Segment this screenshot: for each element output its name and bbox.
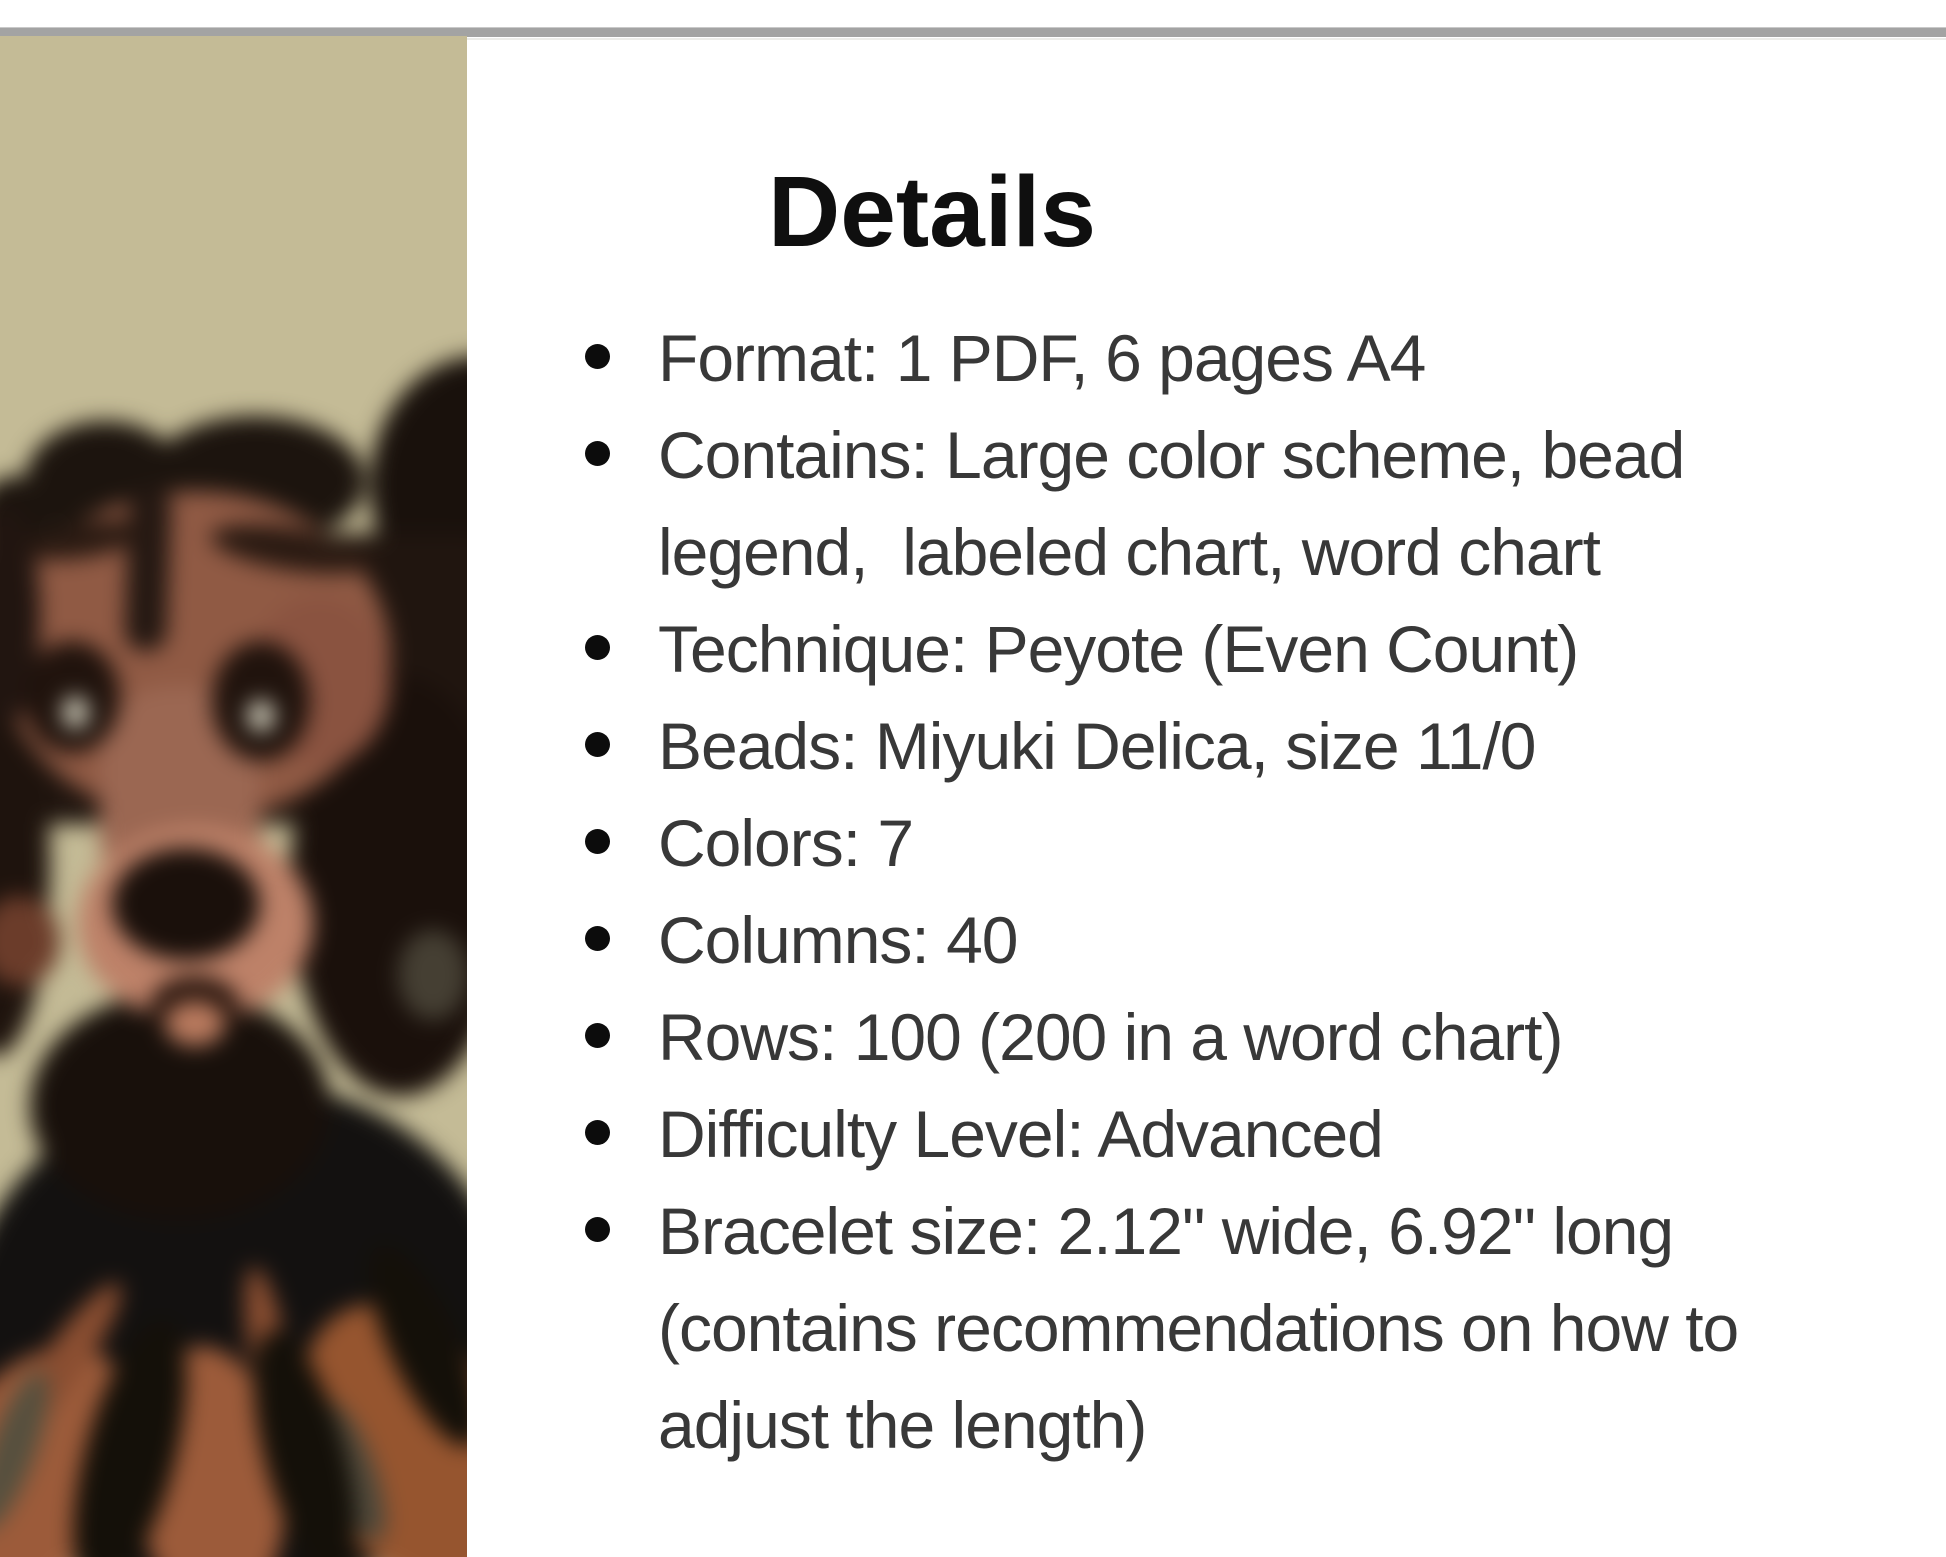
bear-pupil-left: [62, 696, 89, 729]
detail-item-bracelet-size: [658, 1183, 1928, 1474]
detail-item-contains: [658, 407, 1928, 601]
bear-mouth: [165, 1001, 225, 1046]
bear-forehead-stripe: [124, 485, 172, 651]
detail-line: Colors: 7: [658, 806, 914, 880]
detail-line: Format: 1 PDF, 6 pages A4: [658, 321, 1426, 395]
detail-line: Rows: 100 (200 in a word chart): [658, 1000, 1563, 1074]
detail-item-difficulty: [658, 1086, 1928, 1183]
detail-line: Technique: Peyote (Even Count): [658, 612, 1579, 686]
bear-nose: [112, 848, 260, 960]
detail-line: adjust the length): [658, 1388, 1147, 1462]
product-image[interactable]: [0, 36, 467, 1557]
detail-item-technique: [658, 601, 1928, 698]
detail-line: Bracelet size: 2.12" wide, 6.92" long: [658, 1194, 1674, 1268]
detail-line: legend, labeled chart, word chart: [658, 515, 1600, 589]
bear-pattern-artwork: [0, 36, 467, 1557]
details-list: [658, 310, 1928, 1474]
detail-line: (contains recommendations on how to: [658, 1291, 1739, 1365]
detail-line: Difficulty Level: Advanced: [658, 1097, 1383, 1171]
details-heading: Details: [768, 156, 1096, 268]
detail-item-format: [658, 310, 1928, 407]
detail-item-columns: [658, 892, 1928, 989]
detail-line: Contains: Large color scheme, bead: [658, 418, 1685, 492]
detail-item-colors: [658, 795, 1928, 892]
detail-item-rows: [658, 989, 1928, 1086]
bear-fur-shape: [0, 896, 60, 986]
detail-line: Columns: 40: [658, 903, 1018, 977]
bear-fur-shape: [398, 930, 467, 1020]
detail-item-beads: [658, 698, 1928, 795]
detail-line: Beads: Miyuki Delica, size 11/0: [658, 709, 1536, 783]
bear-pupil-right: [247, 700, 275, 732]
